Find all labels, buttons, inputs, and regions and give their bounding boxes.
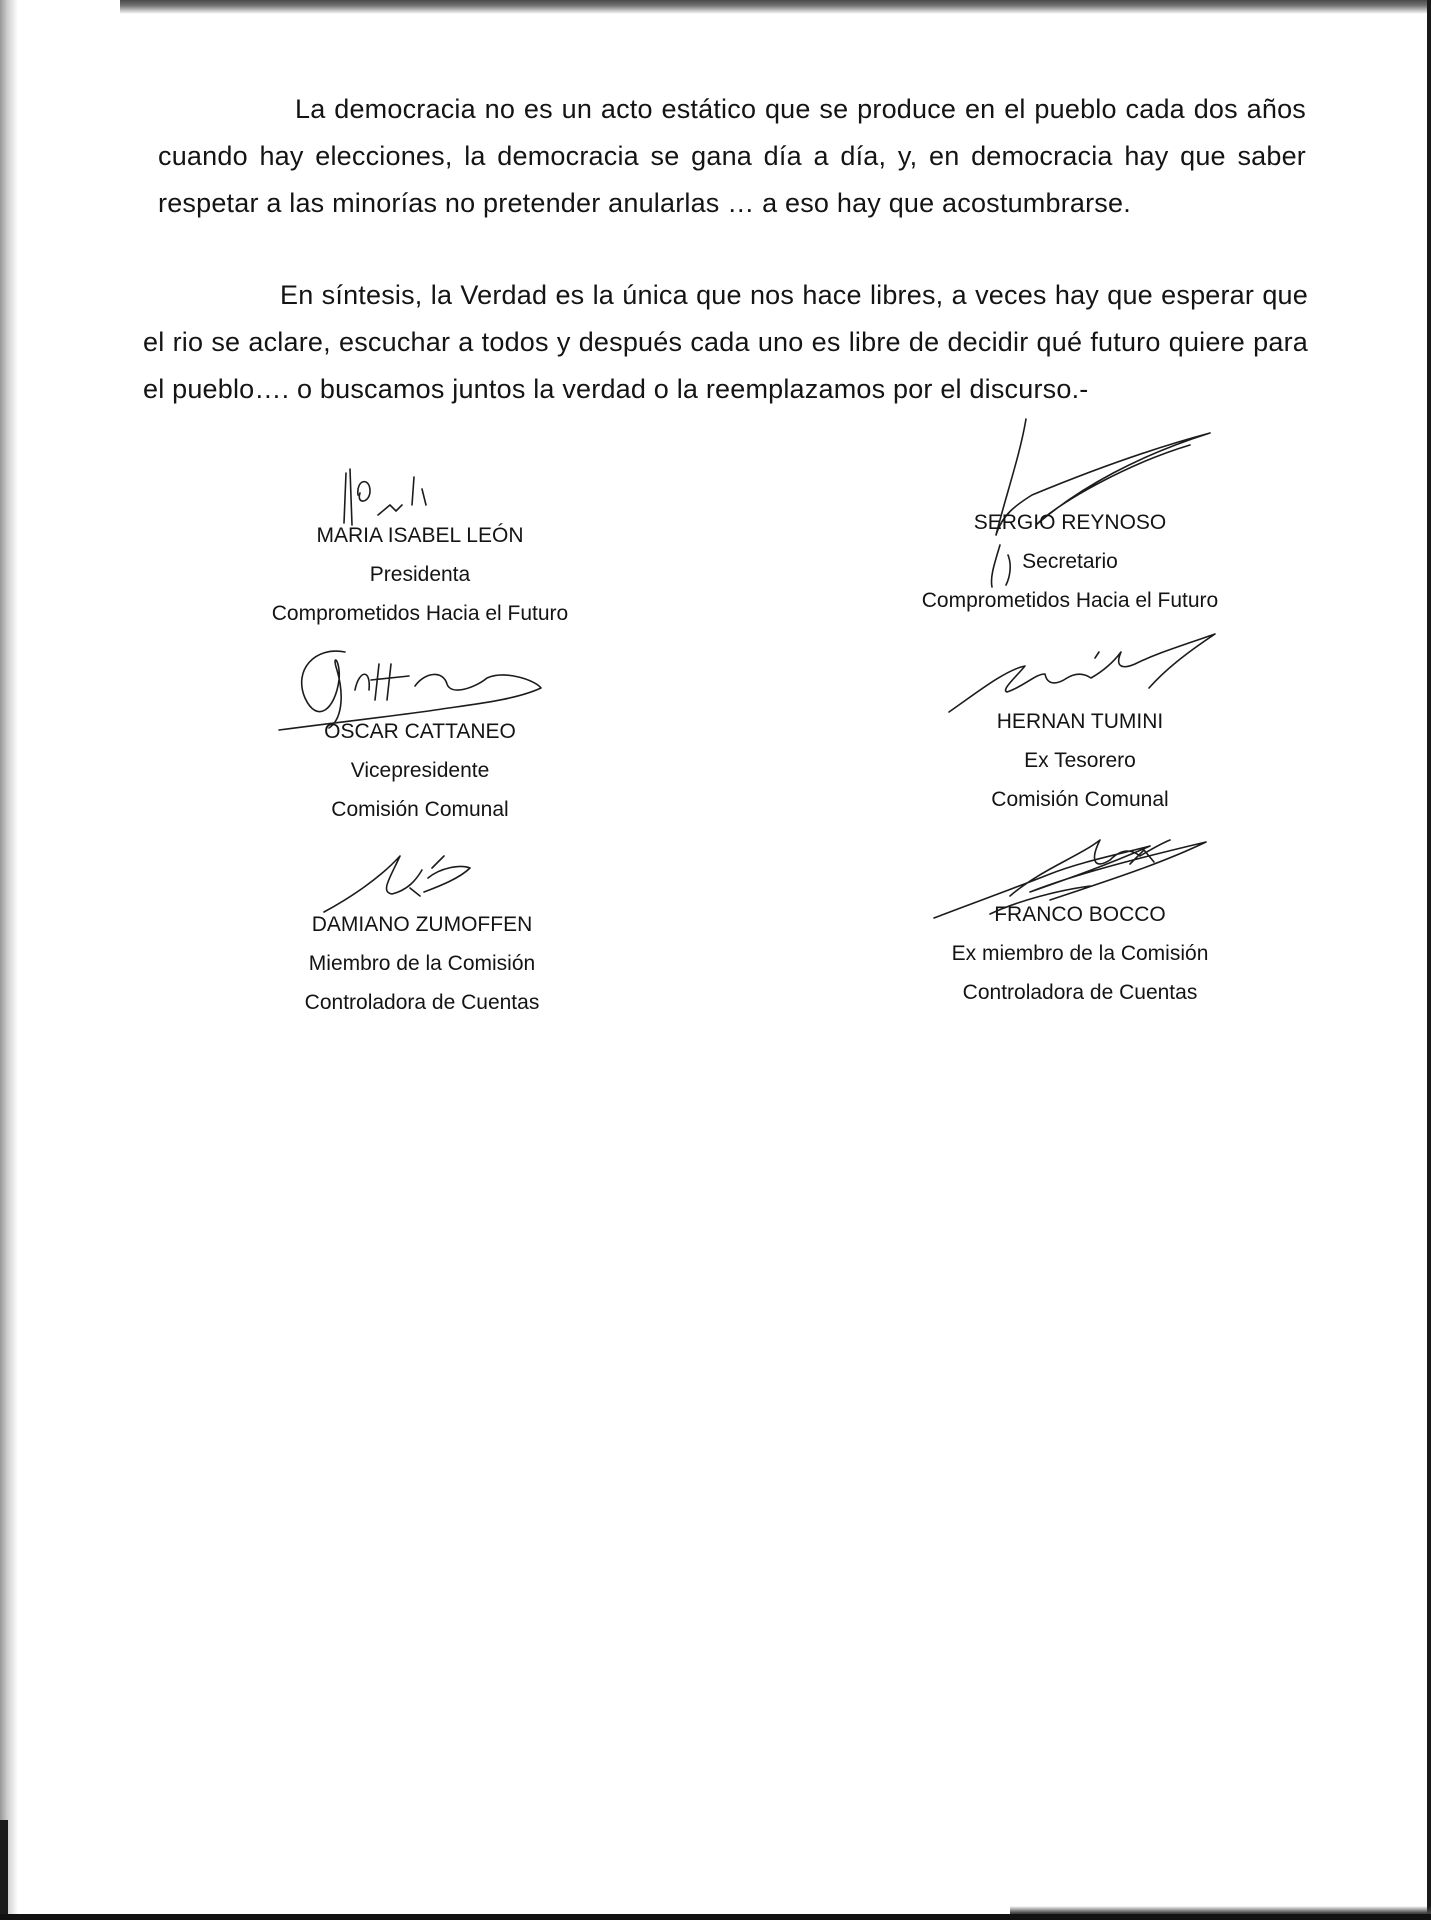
signatory-role: Ex Tesorero [1024,749,1136,772]
signatory-name: MARIA ISABEL LEÓN [316,524,524,547]
scan-edge-top [120,0,1431,14]
signatory-name: DAMIANO ZUMOFFEN [311,913,533,936]
signatory-role: Presidenta [369,563,471,586]
signatory-role: Vicepresidente [350,759,490,782]
scan-edge-left-dark [0,1820,8,1920]
signatory-org: Comprometidos Hacia el Futuro [921,589,1219,612]
signatory-org: Comisión Comunal [331,798,509,821]
scan-edge-left [0,0,18,1920]
signatory-leon [230,516,610,633]
signatory-name: HERNAN TUMINI [996,710,1164,733]
signatory-name: OSCAR CATTANEO [324,720,516,743]
scan-edge-right [1427,0,1431,1920]
signatory-tumini [880,702,1280,819]
scan-edge-bottom-line [0,1914,1431,1920]
signatory-bocco [880,895,1280,1012]
signatory-name: FRANCO BOCCO [994,903,1166,926]
signatory-role: Ex miembro de la Comisión [951,942,1209,965]
signatory-org: Controladora de Cuentas [304,991,540,1014]
signatory-role: Secretario [1022,550,1118,573]
signatory-org: Comprometidos Hacia el Futuro [271,602,569,625]
signatory-zumoffen [232,905,612,1022]
paragraph-democracia: La democracia no es un acto estático que se produce en el pueblo cada dos años cuando hay elecciones, la democracia se gana día a día, y, en democracia hay que saber respetar a las minorías no pretender anularlas … a eso hay que acostumbrarse. [158,94,1306,218]
signatory-cattaneo [230,712,610,829]
signatory-role: Miembro de la Comisión [308,952,536,975]
signatory-reynoso [880,503,1260,620]
signatory-org: Comisión Comunal [991,788,1169,811]
signatory-org: Controladora de Cuentas [962,981,1198,1004]
signatory-name: SERGIO REYNOSO [973,511,1167,534]
paragraph-sintesis: En síntesis, la Verdad es la única que nos hace libres, a veces hay que esperar que el rio se aclare, escuchar a todos y después cada uno es libre de decidir qué futuro quiere para el pueblo…. o buscamos juntos la verdad o la reemplazamos por el discurso.- [143,280,1308,404]
